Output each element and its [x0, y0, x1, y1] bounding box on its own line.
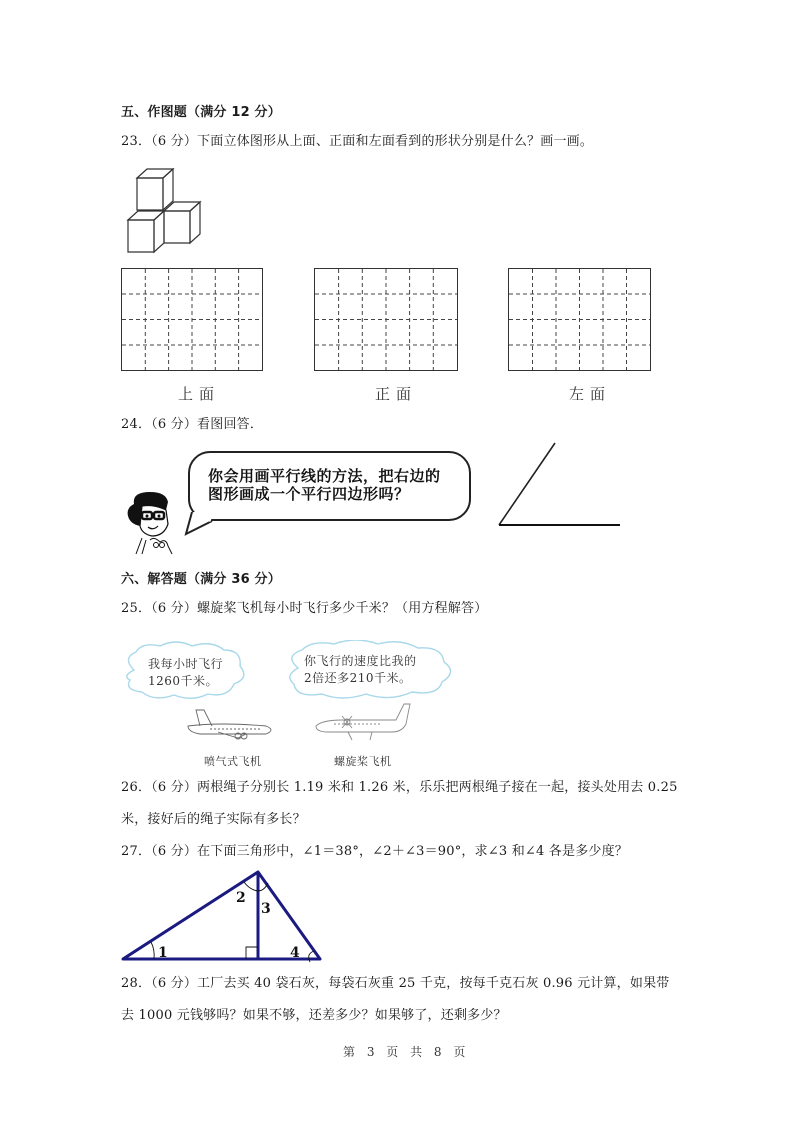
question-28-line-1: 28．（6 分）工厂去买 40 袋石灰，每袋石灰重 25 千克，按每千克石灰 0.96 元计算，如果带: [121, 976, 670, 991]
dashed-grid-lines: [509, 269, 650, 370]
grid-front-view[interactable]: [314, 268, 458, 371]
angle-label-4: 4: [290, 945, 300, 961]
question-28-line-2: 去 1000 元钱够吗？如果不够，还差多少？如果够了，还剩多少？: [121, 1008, 507, 1023]
cloud-1-line-2: 1260千米。: [148, 674, 219, 688]
bubble-line-2: 图形画成一个平行四边形吗？: [208, 485, 410, 503]
jet-plane-icon: [180, 704, 280, 742]
section-heading-drawing: 五、作图题（满分 12 分）: [121, 105, 281, 120]
grid-label-top: 上面: [178, 385, 221, 403]
bubble-line-1: 你会用画平行线的方法，把右边的: [208, 467, 441, 485]
bubble-tail: [182, 512, 218, 536]
cloud-1-line-1: 我每小时飞行: [148, 657, 224, 671]
grid-label-left: 左面: [569, 385, 612, 403]
angle-label-2: 2: [236, 890, 246, 906]
propeller-plane-icon: [312, 700, 412, 742]
grid-left-view[interactable]: [508, 268, 651, 371]
question-26-line-2: 米，接好后的绳子实际有多长？: [121, 812, 306, 827]
cloud-2-line-2: 2倍还多210千米。: [304, 671, 412, 685]
question-23-text: 23．（6 分）下面立体图形从上面、正面和左面看到的形状分别是什么？画一画。: [121, 134, 594, 149]
question-25-text: 25．（6 分）螺旋桨飞机每小时飞行多少千米？（用方程解答）: [121, 601, 488, 616]
question-27-text: 27．（6 分）在下面三角形中，∠1＝38°，∠2＋∠3＝90°，求∠3 和∠4 各是多少度？: [121, 844, 629, 859]
grid-label-front: 正面: [375, 385, 418, 403]
page-footer: 第 3 页 共 8 页: [343, 1045, 470, 1059]
angle-label-3: 3: [261, 901, 271, 917]
dashed-grid-lines: [122, 269, 262, 370]
jet-plane-label: 喷气式飞机: [204, 755, 262, 768]
propeller-plane-label: 螺旋桨飞机: [334, 755, 392, 768]
cloud-2-line-1: 你飞行的速度比我的: [304, 654, 417, 668]
question-24-text: 24．（6 分）看图回答．: [121, 417, 264, 432]
grid-top-view[interactable]: [121, 268, 263, 371]
angle-figure: [494, 440, 624, 530]
cube-stack-figure: [126, 168, 216, 256]
dashed-grid-lines: [315, 269, 457, 370]
question-26-line-1: 26．（6 分）两根绳子分别长 1.19 米和 1.26 米，乐乐把两根绳子接在一起，接头处用去 0.25: [121, 780, 678, 795]
speech-bubble: [188, 451, 471, 521]
triangle-figure: [118, 866, 328, 964]
angle-label-1: 1: [158, 945, 168, 961]
section-heading-solve: 六、解答题（满分 36 分）: [121, 572, 281, 587]
